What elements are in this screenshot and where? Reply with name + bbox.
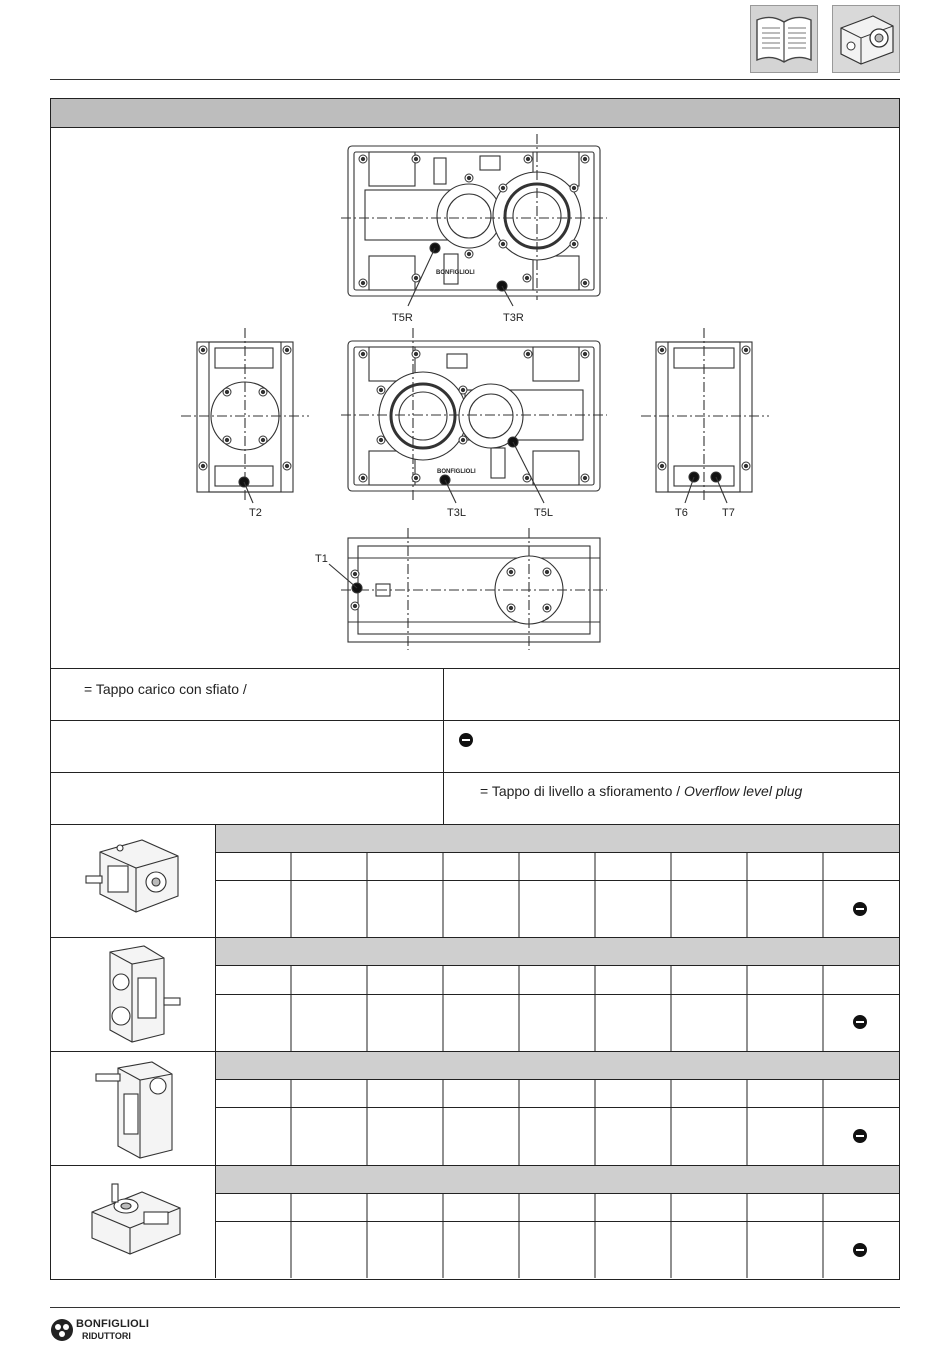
label-t5r: T5R [392, 312, 413, 324]
label-t2: T2 [249, 507, 262, 519]
label-t7: T7 [722, 507, 735, 519]
label-t6: T6 [675, 507, 688, 519]
logo-gears-icon [50, 1318, 74, 1342]
mounting-position-2-image [88, 942, 188, 1046]
label-t3l: T3L [447, 507, 466, 519]
footer-sub: RIDUTTORI [82, 1331, 131, 1341]
mounting-position-4-image [82, 1172, 190, 1268]
legend-overflow-plug-it: = Tappo di livello a sfioramento / [480, 783, 685, 799]
footer-rule [50, 1307, 900, 1308]
mounting-position-1-image [80, 832, 190, 928]
legend-fill-plug: = Tappo carico con sfiato / [84, 681, 247, 697]
footer-brand: BONFIGLIOLI [76, 1318, 150, 1330]
drawing-brand-mark-front: BONFIGLIOLI [437, 469, 476, 475]
legend-overflow-plug-en: Overflow level plug [684, 783, 803, 799]
footer-logo [50, 1318, 170, 1346]
label-t3r: T3R [503, 312, 524, 324]
drawing-brand-mark: BONFIGLIOLI [436, 270, 475, 276]
label-t1: T1 [315, 553, 328, 565]
mounting-position-3-image [88, 1056, 188, 1160]
label-t5l: T5L [534, 507, 553, 519]
